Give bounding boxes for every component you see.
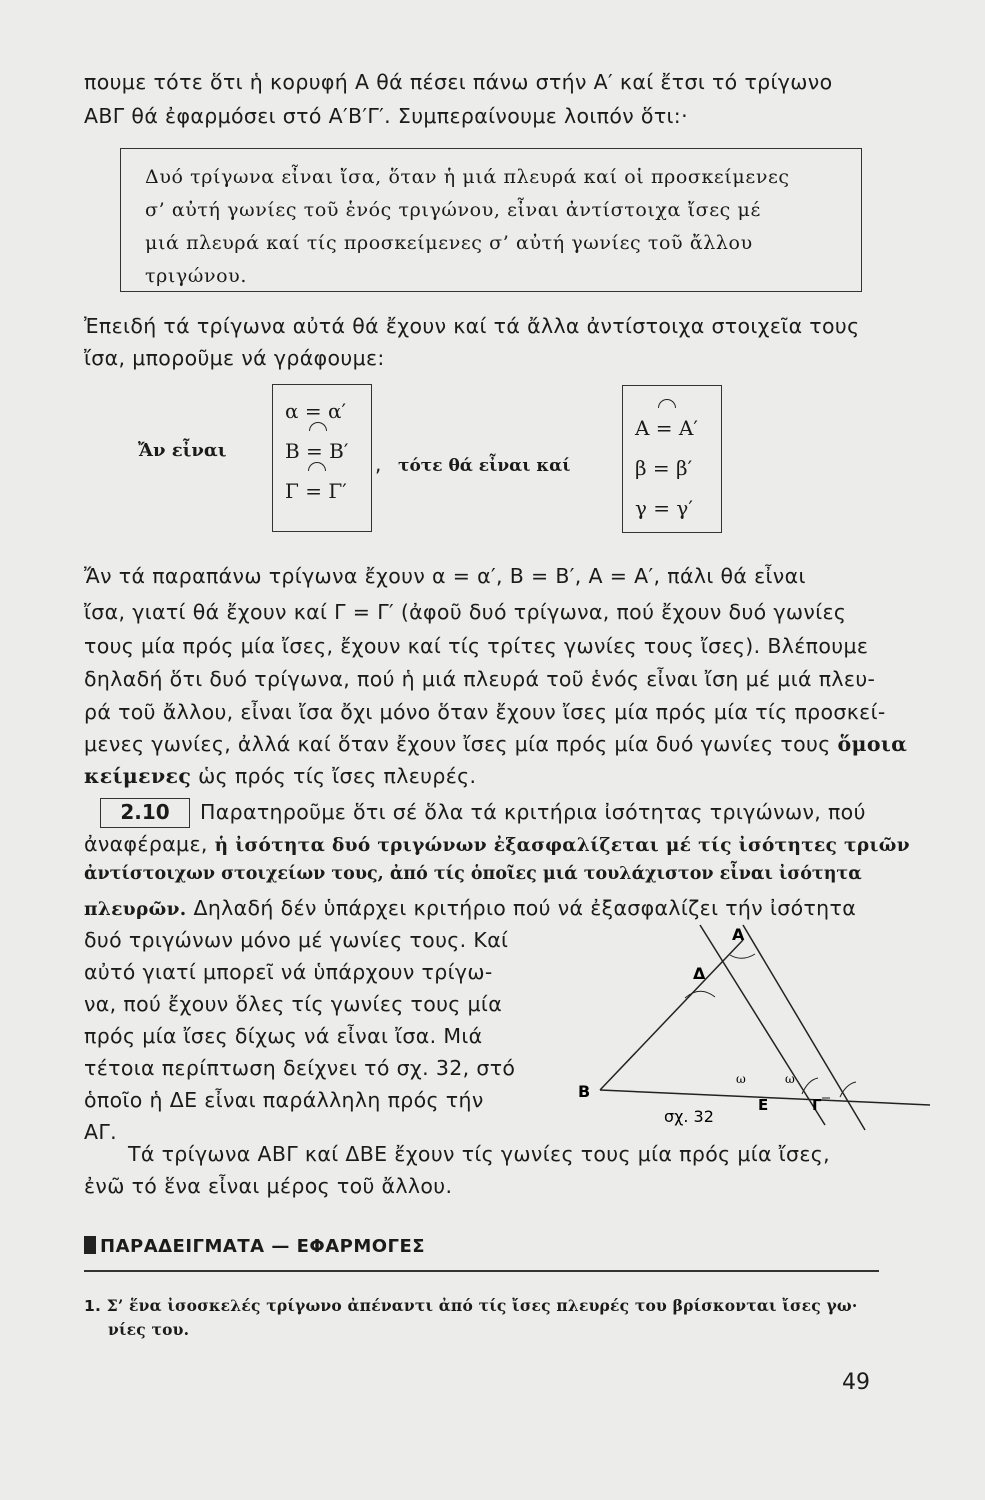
theorem-line: σ’ αὐτή γωνίες τοῦ ἑνός τριγώνου, εἶναι ἀντίστοιχα ἴσες μέ xyxy=(145,199,761,221)
text-line: ρά τοῦ ἄλλου, εἶναι ἴσα ὄχι μόνο ὅταν ἔχουν ἴσες μία πρός μία τίς προσκεί- xyxy=(84,700,886,724)
text-line: να, πού ἔχουν ὅλες τίς γωνίες τους μία xyxy=(84,992,503,1016)
text-line: αὐτό γιατί μπορεῖ νά ὑπάρχουν τρίγω- xyxy=(84,960,493,984)
section-number: 2.10 xyxy=(100,798,190,828)
text-line: δηλαδή ὅτι δυό τρίγωνα, πού ἡ μιά πλευρά τοῦ ἑνός εἶναι ἴση μέ μιά πλευ- xyxy=(84,667,876,691)
if-label: Ἄν εἶναι xyxy=(138,440,227,461)
text-line: τέτοια περίπτωση δείχνει τό σχ. 32, στό xyxy=(84,1056,516,1080)
text-line: ἀντίστοιχων στοιχείων τους, ἀπό τίς ὁποῖες μιά τουλάχιστον εἶναι ἰσότητα xyxy=(84,864,862,884)
divider xyxy=(84,1270,879,1272)
label-omega: ω xyxy=(785,1072,795,1086)
label-d: Δ xyxy=(693,964,706,983)
text-line: Ἄν τά παραπάνω τρίγωνα ἔχουν α = α′, Β = Β′, Α = Α′, πάλι θά εἶναι xyxy=(84,564,806,588)
text-line: Τά τρίγωνα ΑΒΓ καί ΔΒΕ ἔχουν τίς γωνίες τους μία πρός μία ἴσες, xyxy=(128,1142,831,1166)
theorem-line: τριγώνου. xyxy=(145,265,247,287)
equality-side: β = β′ xyxy=(635,456,693,480)
text-line: κείμενες ὡς πρός τίς ἴσες πλευρές. xyxy=(84,764,477,788)
text-line: δυό τριγώνων μόνο μέ γωνίες τους. Καί xyxy=(84,928,509,952)
example-1-line: νίες του. xyxy=(108,1320,190,1339)
text-line: ΑΓ. xyxy=(84,1120,118,1144)
text-line: πρός μία ἴσες δίχως νά εἶναι ἴσα. Μιά xyxy=(84,1024,483,1048)
label-e: Ε xyxy=(758,1096,769,1114)
text-line: ἴσα, μποροῦμε νά γράφουμε: xyxy=(84,346,385,370)
theorem-box xyxy=(120,148,862,292)
text-line: ἐνῶ τό ἕνα εἶναι μέρος τοῦ ἄλλου. xyxy=(84,1174,453,1198)
theorem-line: Δυό τρίγωνα εἶναι ἴσα, ὅταν ἡ μιά πλευρά καί οἱ προσκείμενες xyxy=(145,166,790,188)
equality-angle-b: Β = Β′ xyxy=(285,431,371,471)
example-1-line: 1. Σ’ ἕνα ἰσοσκελές τρίγωνο ἀπέναντι ἀπό τίς ἴσες πλευρές του βρίσκονται ἴσες γω· xyxy=(84,1296,858,1315)
page-number: 49 xyxy=(842,1370,870,1395)
theorem-line: μιά πλευρά καί τίς προσκείμενες σ’ αὐτή γωνίες τοῦ ἄλλου xyxy=(145,232,753,254)
text-line: Ἐπειδή τά τρίγωνα αὐτά θά ἔχουν καί τά ἄλλα ἀντίστοιχα στοιχεῖα τους xyxy=(84,314,860,338)
label-b: Β xyxy=(578,1082,591,1101)
text-line: μενες γωνίες, ἀλλά καί ὅταν ἔχουν ἴσες μία πρός μία δυό γωνίες τους ὅμοια xyxy=(84,732,908,756)
label-g: Γ xyxy=(812,1096,822,1114)
label-a: Α xyxy=(732,925,745,944)
text-line: Παρατηροῦμε ὅτι σέ ὅλα τά κριτήρια ἰσότητας τριγώνων, πού xyxy=(200,800,866,824)
comma: , xyxy=(375,452,382,476)
angle-arc-g xyxy=(840,1082,856,1097)
text-line: τους μία πρός μία ἴσες, ἔχουν καί τίς τρίτες γωνίες τους ἴσες). Βλέπουμε xyxy=(84,634,869,658)
equality-angle-g: Γ = Γ′ xyxy=(285,471,371,511)
given-equalities-box xyxy=(272,384,372,532)
equality-side: α = α′ xyxy=(285,399,347,423)
text-line: ἀναφέραμε, ἡ ἰσότητα δυό τριγώνων ἐξασφαλίζεται μέ τίς ἰσότητες τριῶν xyxy=(84,832,910,856)
side-ba xyxy=(600,940,743,1090)
label-omega: ω xyxy=(736,1072,746,1086)
equality-side: γ = γ′ xyxy=(635,496,693,520)
concluded-equalities-box xyxy=(622,385,722,533)
text-line: πλευρῶν. Δηλαδή δέν ὑπάρχει κριτήριο πού νά ἐξασφαλίζει τήν ἰσότητα xyxy=(84,896,857,920)
angle-arc-a xyxy=(730,954,755,958)
text-line: πουμε τότε ὅτι ἡ κορυφή Α θά πέσει πάνω στήν Α′ καί ἔτσι τό τρίγωνο xyxy=(84,70,833,94)
examples-heading: ΠΑΡΑΔΕΙΓΜΑΤΑ — ΕΦΑΡΜΟΓΕΣ xyxy=(84,1236,425,1257)
then-label: τότε θά εἶναι καί xyxy=(398,456,571,476)
figure-32 xyxy=(560,900,950,1180)
text-line: ἴσα, γιατί θά ἔχουν καί Γ = Γ′ (ἀφοῦ δυό τρίγωνα, πού ἔχουν δυό γωνίες xyxy=(84,600,847,624)
text-line: ὁποῖο ἡ ΔΕ εἶναι παράλληλη πρός τήν xyxy=(84,1088,484,1112)
heading-square-icon xyxy=(84,1236,96,1254)
equality-angle-a: Α = Α′ xyxy=(635,408,721,448)
figure-caption: σχ. 32 xyxy=(664,1107,714,1126)
text-line: ΑΒΓ θά ἐφαρμόσει στό Α′Β′Γ′. Συμπεραίνουμε λοιπόν ὅτι:· xyxy=(84,104,688,128)
